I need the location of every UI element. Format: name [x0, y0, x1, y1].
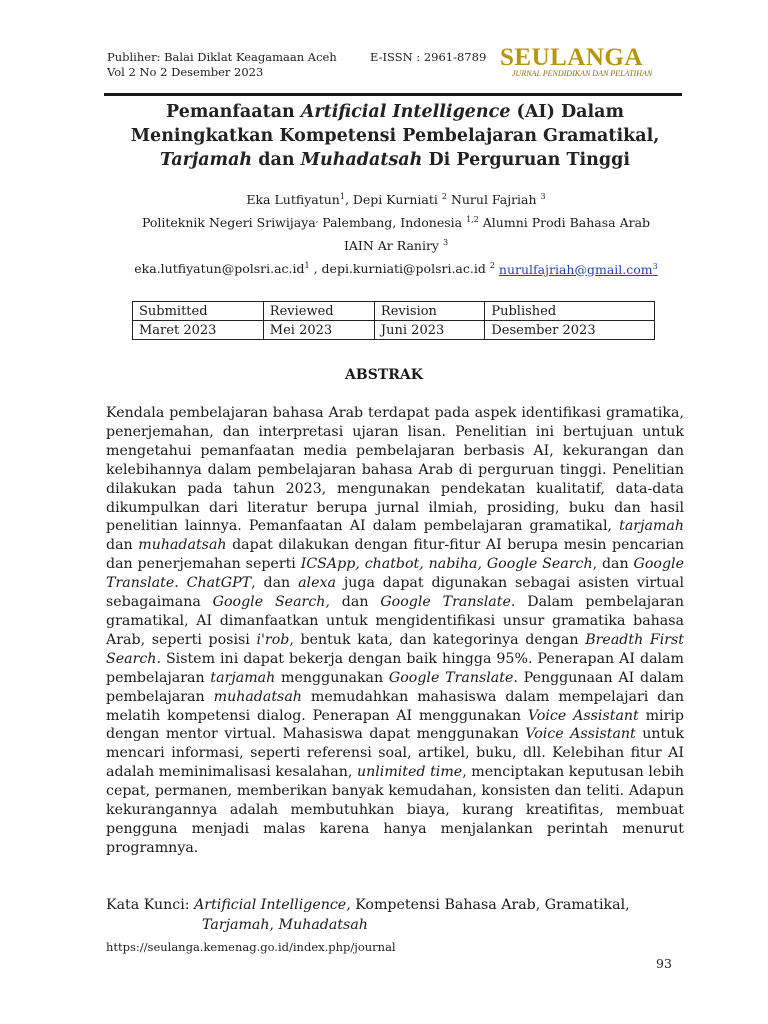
- dates-header-row: [133, 302, 655, 321]
- header-cell: Submitted: [133, 302, 264, 321]
- keywords: Kata Kunci: Artificial Intelligence, Kompetensi Bahasa Arab, Gramatikal, Tarjamah, Muhadatsah: [106, 897, 630, 933]
- author-affiliations: Politeknik Negeri Sriwijaya, Palembang, Indonesia $^{1,2}$ Alumni Prodi Bahasa Arab: [141, 215, 651, 231]
- author-names: Eka Lutfiyatun$^1$, Depi Kurniati $^2$ Nurul Fajriah $^3$: [246, 192, 546, 208]
- submission-dates-table: [132, 301, 655, 340]
- volume-text: Vol 2 No 2 Desember 2023: [107, 65, 264, 79]
- abstract-body: Kendala pembelajaran bahasa Arab terdapat pada aspek identifikasi gramatika, penerjemahan, dan interpretasi ujaran lisan. Penelitian ini bertujuan untuk mengetahui pemanfaatan media pembelajaran berbasis AI, kekurangan dan kelebihannya dalam pembelajaran bahasa Arab di perguruan tinggi. Penelitian dilakukan pada tahun 2023, mengunakan pendekatan kualitatif, data-data dikumpulkan dari literatur berupa jurnal ilmiah, prosiding, buku dan hasil penelitian lainnya. Pemanfaatan AI dalam pembelajaran gramatikal, tarjamah dan muhadatsah dapat dilakukan dengan fitur-fitur AI berupa mesin pencarian dan penerjemahan seperti ICSApp, chatbot, nabiha, Google Search, dan Google Translate. ChatGPT, dan alexa juga dapat digunakan sebagai asisten virtual sebagaimana Google Search, dan Google Translate. Dalam pembelajaran gramatikal, AI dimanfaatkan untuk mengidentifikasi unsur gramatika bahasa Arab, seperti posisi i'rob, bentuk kata, dan kategorinya dengan Breadth First Search. Sistem ini dapat bekerja dengan baik hingga 95%. Penerapan AI dalam pembelajaran tarjamah menggunakan Google Translate. Penggunaan AI dalam pembelajaran muhadatsah memudahkan mahasiswa dalam mempelajari dan melatih kompetensi dialog. Penerapan AI menggunakan Voice Assistant mirip dengan mentor virtual. Mahasiswa dapat menggunakan Voice Assistant untuk mencari informasi, seperti referensi soal, artikel, buku, dll. Kelebihan fitur AI adalah meminimalisasi kesalahan, unlimited time, menciptakan keputusan lebih cepat, permanen, memberikan banyak kemudahan, konsisten dan teliti. Adapun kekurangannya adalah membutuhkan biaya, kurang kreatifitas, membuat pengguna menjadi malas karena hanya menjalankan perintah menurut programnya.: [106, 405, 685, 856]
- journal-url: https://seulanga.kemenag.go.id/index.php/journal: [106, 940, 396, 954]
- value-cell: Desember 2023: [485, 321, 655, 340]
- journal-logo-name: SEULANGA: [500, 44, 643, 71]
- journal-logo-tagline: JURNAL PENDIDIKAN DAN PELATIHAN: [512, 69, 653, 78]
- value-cell: Mei 2023: [263, 321, 374, 340]
- issn-text: E-ISSN : 2961-8789: [370, 50, 487, 64]
- header-cell: Reviewed: [263, 302, 374, 321]
- journal-header-left: [107, 50, 337, 80]
- header-cell: Revision: [374, 302, 484, 321]
- author-block: [96, 187, 696, 280]
- email-link-nurul[interactable]: nurulfajriah@gmail.com$^3$: [498, 261, 658, 277]
- value-cell: Maret 2023: [133, 321, 264, 340]
- page-number: 93: [656, 956, 672, 971]
- publisher-text: Publiher: Balai Diklat Keagamaan Aceh: [107, 50, 337, 64]
- abstract-heading: ABSTRAK: [345, 367, 423, 383]
- journal-logo: [500, 45, 675, 78]
- dates-value-row: [133, 321, 655, 340]
- paper-title: Pemanfaatan Artificial Intelligence (AI) Dalam Meningkatkan Kompetensi Pembelajaran Gramatikal, Tarjamah dan Muhadatsah Di Perguruan Tinggi: [130, 102, 660, 170]
- header-divider: [104, 93, 682, 96]
- author-affiliation-2: IAIN Ar Raniry $^3$: [343, 238, 449, 254]
- author-emails: $eka.lutfiyatun@polsri.ac.id^1$ , depi.kurniati@polsri.ac.id $^2$ nurulfajriah@gmail.com$^3$: [134, 261, 658, 277]
- value-cell: Juni 2023: [374, 321, 484, 340]
- header-cell: Published: [485, 302, 655, 321]
